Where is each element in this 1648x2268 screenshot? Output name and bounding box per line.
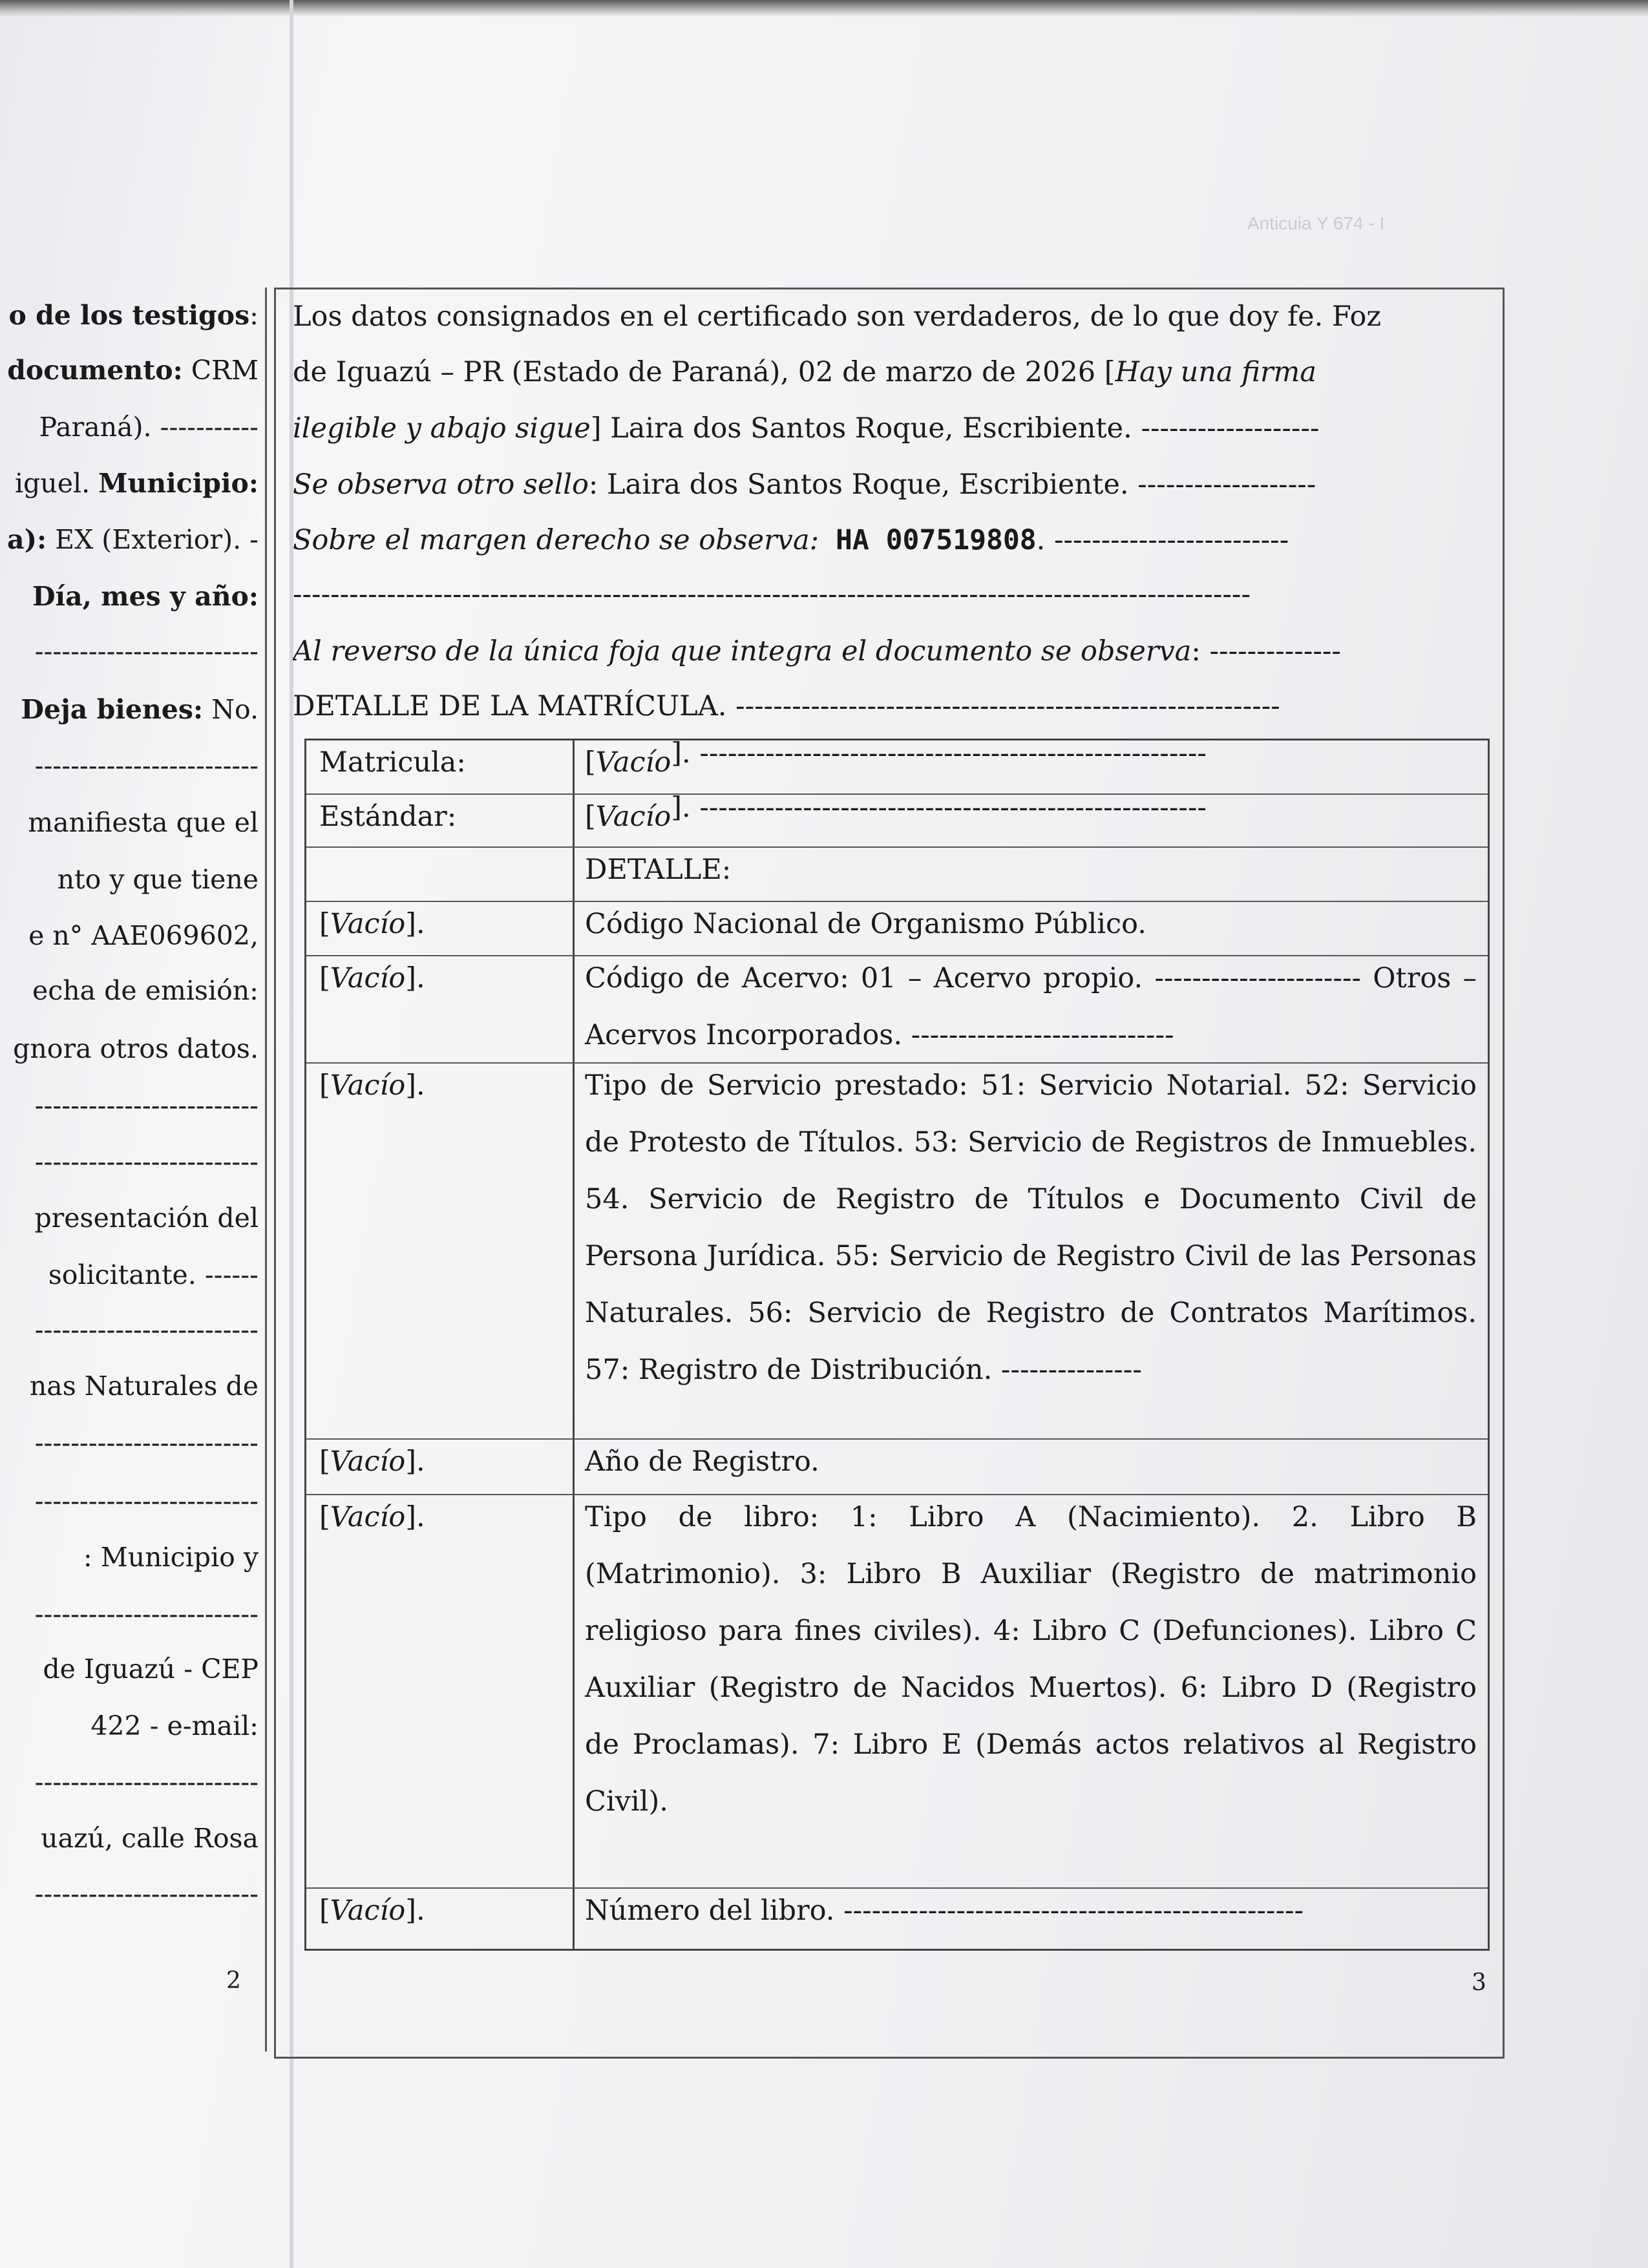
cell-value-text: Código de Acervo: 01 – Acervo propio. ---------------------- Otros – Acervos Incorporados. ---------------------------- [585,962,1477,1051]
table-cell-label [306,1064,575,1440]
left-page-line [0,465,259,501]
left-line-text: solicitante. ------ [48,1259,259,1290]
table-cell-value [575,737,1488,793]
intro-line [293,465,1488,504]
table-cell-label [306,1440,575,1495]
left-line-text: uazú, calle Rosa [41,1823,259,1854]
intro-line-text: Sobre el margen derecho se observa: [293,524,819,556]
intro-line [293,297,1488,336]
left-page-line [0,1087,259,1124]
cell-value-text: Año de Registro. [585,1445,819,1478]
cell-value-text: Tipo de Servicio prestado: 51: Servicio Notarial. 52: Servicio de Protesto de Títulos. 53: Servicio de Registros de Inmuebles. 54. Servicio de Registro de Títulos e Documento Civil de Persona Jurídica. 55: Servicio de Registro Civil de las Personas Naturales. 56: Servicio de Registro de Contratos Marítimos. 57: Registro de Distribución. --------------- [585,1069,1477,1386]
cell-value-text: [Vacío ]. ------------------------------------------------------ [585,737,1207,779]
left-line-text: de Iguazú - CEP [43,1654,259,1685]
left-line-text: : Municipio y [83,1542,259,1573]
detail-table [304,739,1490,1951]
left-line-text: ------------------------- [34,750,259,781]
left-page-line [0,1425,259,1461]
left-line-text: gnora otros datos. [13,1033,259,1064]
intro-line-text: Se observa otro sello [293,468,589,501]
intro-line-text: Hay una firma [1115,356,1316,388]
table-row [306,846,1488,902]
table-cell-label [306,848,575,902]
table-cell-label [306,902,575,956]
table-row [306,793,1488,848]
left-line-text: presentación del [34,1202,259,1234]
left-page-line [0,409,259,445]
left-line-text: CRM [182,355,259,386]
left-line-text: ------------------------- [34,1767,259,1798]
intro-line-text: de Iguazú – PR (Estado de Paraná), 02 de marzo de 2026 [ [293,356,1115,388]
left-page-line [0,1200,259,1236]
left-page-line [0,1144,259,1180]
cell-label-text: [Vacío]. [319,962,425,994]
intro-line-text: DETALLE DE LA MATRÍCULA. ---------------------------------------------------------- [293,690,1280,722]
cell-value-text: Código Nacional de Organismo Público. [585,908,1146,940]
page-number: 3 [1472,1969,1486,1996]
table-row [306,1887,1488,1950]
left-line-text: iguel. [14,468,99,499]
table-row [306,1494,1488,1889]
left-line-text: ------------------------- [34,1878,259,1909]
intro-line-text: : -------------- [1191,635,1341,667]
table-cell-label [306,1495,575,1889]
table-cell-value [575,956,1488,1064]
left-page-line [0,297,259,333]
table-cell-value [575,792,1488,848]
cell-value-text: DETALLE: [585,854,732,886]
left-line-text: : [249,300,259,331]
left-page-line [0,918,259,954]
intro-line-text: ilegible y abajo sigue [293,412,591,445]
left-page-line [0,1031,259,1067]
table-cell-label [306,1889,575,1950]
left-line-text: echa de emisión: [32,975,259,1006]
table-row [306,1438,1488,1495]
left-line-text: o de los testigos [8,300,250,331]
left-line-text: No. [203,694,259,725]
intro-line [293,353,1488,392]
left-line-text: nas Naturales de [29,1370,259,1402]
table-cell-label [306,956,575,1064]
table-cell-value [575,1495,1488,1889]
cell-value-text: Tipo de libro: 1: Libro A (Nacimiento). 2. Libro B (Matrimonio). 3: Libro B Auxiliar (Registro de matrimonio religioso para fines civiles). 4: Libro C (Defunciones). Libro C Auxiliar (Registro de Nacidos Muertos). 6: Libro D (Registro de Proclamas). 7: Libro E (Demás actos relativos al Registro Civil). [585,1501,1477,1818]
table-row [306,1062,1488,1440]
table-row [306,901,1488,956]
intro-line [293,521,1488,560]
faint-stamp: Anticuia Y 674 - I [1247,213,1385,233]
intro-line [293,687,1488,726]
left-page-line [0,1764,259,1800]
left-page-line [0,1876,259,1912]
left-line-text: Paraná). ----------- [39,412,259,443]
left-line-text: a): [7,524,47,555]
intro-line-text: Los datos consignados en el certificado son verdaderos, de lo que doy fe. Foz [293,300,1381,333]
table-cell-label [306,795,575,848]
table-cell-value [575,902,1488,956]
table-cell-value [575,1064,1488,1440]
left-line-text: Día, mes y año: [32,581,259,612]
left-page-line [0,804,259,841]
left-page [0,288,267,2052]
left-line-text: 422 - e-mail: [90,1710,259,1741]
intro-line [293,409,1488,448]
left-page-line [0,633,259,669]
left-page-line [0,691,259,728]
left-page-line [0,1257,259,1293]
cell-value-text: Número del libro. ------------------------------------------------- [585,1895,1304,1927]
left-page-line [0,748,259,784]
cell-label-text: [Vacío]. [319,1069,425,1102]
left-page-line [0,1820,259,1856]
cell-label-text: [Vacío]. [319,1895,425,1927]
intro-line [293,632,1488,671]
left-page-line [0,1596,259,1632]
left-line-text: manifiesta que el [28,807,259,838]
left-line-text: ------------------------- [34,1314,259,1345]
left-page-line [0,1651,259,1687]
left-line-text: Deja bienes: [21,694,204,725]
cell-label-text: [Vacío]. [319,908,425,940]
table-cell-value [575,1440,1488,1495]
intro-line-text: : Laira dos Santos Roque, Escribiente. ------------------- [588,468,1316,501]
table-row [306,737,1488,793]
intro-line-text: HA 007519808 [819,524,1037,556]
left-line-text: ------------------------- [34,636,259,667]
table-cell-label [306,740,575,793]
left-line-text: documento: [7,355,183,386]
intro-line-text: ------------------------------------------------------------------------------------------------------ [293,578,1251,611]
intro-line-text: ] Laira dos Santos Roque, Escribiente. ------------------- [590,412,1320,445]
left-page-line [0,972,259,1009]
table-cell-value [575,1889,1488,1950]
cell-label-text: Matricula: [319,746,466,779]
left-page-line [0,861,259,898]
left-page-line [0,1708,259,1744]
left-page-line [0,352,259,388]
intro-line [293,575,1488,614]
left-line-text: EX (Exterior). - [47,524,259,555]
left-line-text: ------------------------- [34,1427,259,1458]
left-line-text: ------------------------- [34,1599,259,1630]
left-line-text: Municipio: [98,468,259,499]
page-number: 2 [226,1968,241,1994]
left-page-line [0,1312,259,1348]
right-page [274,288,1505,2059]
left-line-text: e n° AAE069602, [28,920,259,951]
intro-line-text: . ------------------------- [1036,524,1289,556]
cell-label-text: [Vacío]. [319,1501,425,1533]
left-line-text: ------------------------- [34,1486,259,1517]
left-page-line [0,521,259,558]
left-page-line [0,578,259,614]
left-page-line [0,1368,259,1404]
left-page-line [0,1539,259,1575]
cell-value-text: [Vacío ]. ------------------------------------------------------ [585,792,1207,833]
left-line-text: ------------------------- [34,1090,259,1121]
cell-label-text: Estándar: [319,801,457,833]
intro-line-text: Al reverso de la única foja que integra el documento se observa [293,635,1192,667]
table-cell-value [575,848,1488,902]
left-line-text: nto y que tiene [57,864,259,895]
table-row [306,955,1488,1064]
cell-label-text: [Vacío]. [319,1445,425,1478]
scan-top-shadow [0,0,1648,17]
left-line-text: ------------------------- [34,1146,259,1177]
left-page-line [0,1483,259,1519]
